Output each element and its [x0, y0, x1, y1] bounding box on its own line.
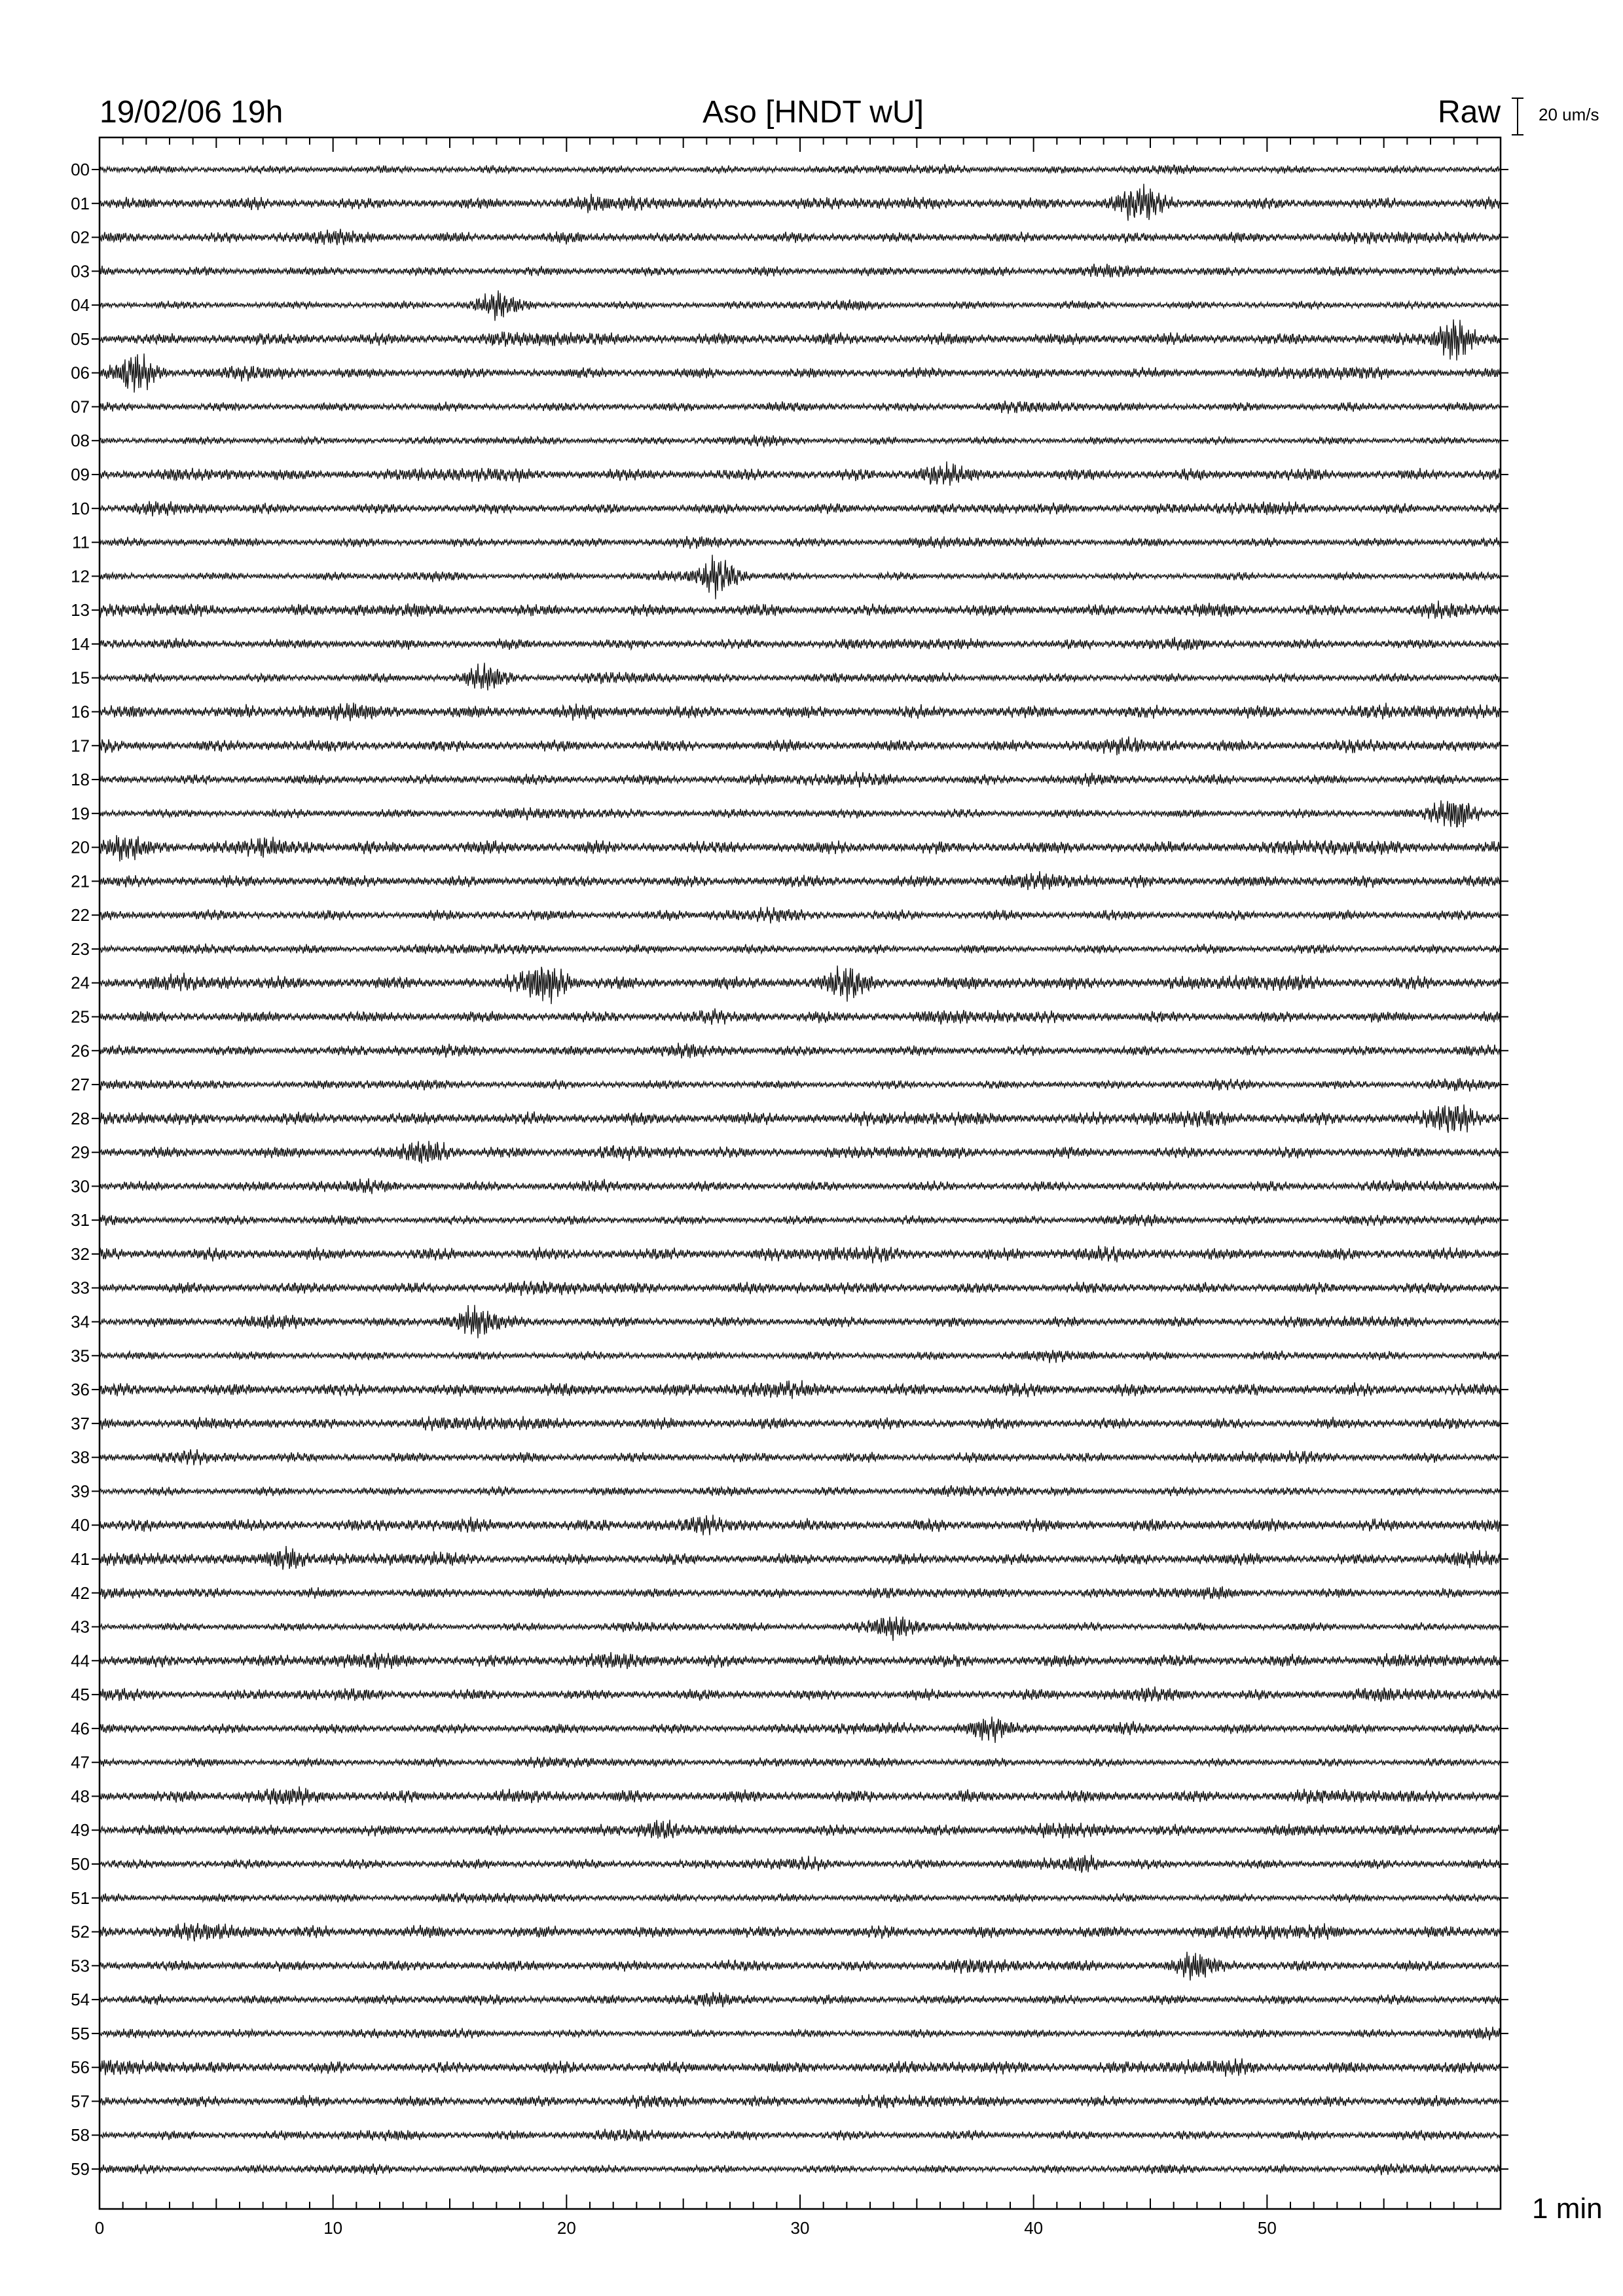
- row-label: 20: [71, 837, 90, 857]
- x-tick-label: 20: [556, 2218, 576, 2238]
- trace-row-38: [100, 1449, 1501, 1465]
- row-label: 30: [71, 1176, 90, 1196]
- trace-row-16: [100, 703, 1501, 721]
- row-label: 25: [71, 1007, 90, 1027]
- row-label: 45: [71, 1685, 90, 1705]
- row-label: 12: [71, 566, 90, 586]
- trace-row-45: [100, 1687, 1501, 1702]
- row-label: 03: [71, 261, 90, 281]
- row-label: 56: [71, 2057, 90, 2077]
- mode-label: Raw: [1437, 95, 1501, 130]
- x-tick-label: 10: [323, 2218, 343, 2238]
- row-label: 24: [71, 973, 90, 993]
- trace-row-54: [100, 1992, 1501, 2007]
- trace-row-42: [100, 1587, 1501, 1600]
- trace-row-04: [100, 291, 1501, 321]
- row-label: 33: [71, 1278, 90, 1298]
- trace-row-03: [100, 264, 1501, 278]
- trace-row-56: [100, 2058, 1501, 2077]
- row-label: 34: [71, 1312, 90, 1332]
- trace-row-51: [100, 1893, 1501, 1903]
- amplitude-scale-label: 20 um/s: [1539, 105, 1599, 124]
- row-label: 54: [71, 1990, 90, 2010]
- x-tick-label: 40: [1024, 2218, 1044, 2238]
- trace-row-25: [100, 1009, 1501, 1025]
- trace-row-26: [100, 1043, 1501, 1058]
- trace-row-31: [100, 1214, 1501, 1227]
- row-label: 59: [71, 2159, 90, 2179]
- row-label: 31: [71, 1210, 90, 1230]
- trace-row-48: [100, 1786, 1501, 1805]
- trace-row-53: [100, 1952, 1501, 1981]
- row-label: 08: [71, 431, 90, 451]
- trace-row-21: [100, 871, 1501, 890]
- row-label: 09: [71, 465, 90, 485]
- row-label: 32: [71, 1244, 90, 1264]
- trace-row-39: [100, 1485, 1501, 1497]
- trace-row-30: [100, 1178, 1501, 1194]
- trace-row-36: [100, 1380, 1501, 1399]
- row-label: 00: [71, 160, 90, 179]
- row-label: 22: [71, 905, 90, 925]
- row-label: 14: [71, 634, 90, 654]
- trace-row-37: [100, 1416, 1501, 1431]
- row-label: 35: [71, 1346, 90, 1366]
- x-tick-label: 0: [94, 2218, 105, 2238]
- row-label: 07: [71, 397, 90, 417]
- row-label: 57: [71, 2091, 90, 2111]
- row-label: 19: [71, 803, 90, 823]
- trace-row-32: [100, 1246, 1501, 1263]
- row-label: 02: [71, 227, 90, 247]
- trace-row-12: [100, 555, 1501, 600]
- trace-row-02: [100, 229, 1501, 245]
- row-label: 01: [71, 193, 90, 213]
- row-label: 29: [71, 1142, 90, 1162]
- trace-row-05: [100, 319, 1501, 361]
- trace-row-14: [100, 637, 1501, 651]
- row-label: 27: [71, 1075, 90, 1095]
- row-label: 36: [71, 1380, 90, 1400]
- trace-row-47: [100, 1757, 1501, 1768]
- row-label: 16: [71, 702, 90, 722]
- row-label: 53: [71, 1956, 90, 1976]
- row-label: 47: [71, 1752, 90, 1772]
- trace-row-01: [100, 184, 1501, 221]
- x-axis-unit-label: 1 min: [1532, 2193, 1603, 2225]
- x-tick-label: 30: [790, 2218, 810, 2238]
- row-label: 55: [71, 2023, 90, 2043]
- row-label: 13: [71, 600, 90, 620]
- trace-row-58: [100, 2128, 1501, 2141]
- trace-row-00: [100, 164, 1501, 175]
- trace-row-13: [100, 600, 1501, 619]
- trace-row-23: [100, 944, 1501, 954]
- trace-row-27: [100, 1078, 1501, 1092]
- row-label: 51: [71, 1888, 90, 1908]
- trace-row-09: [100, 461, 1501, 486]
- row-label: 52: [71, 1922, 90, 1942]
- row-label: 43: [71, 1617, 90, 1637]
- row-label: 15: [71, 668, 90, 688]
- row-label: 10: [71, 498, 90, 518]
- trace-row-34: [100, 1305, 1501, 1338]
- trace-row-52: [100, 1923, 1501, 1942]
- row-label: 42: [71, 1583, 90, 1603]
- row-label: 48: [71, 1786, 90, 1806]
- trace-row-46: [100, 1717, 1501, 1743]
- trace-row-33: [100, 1281, 1501, 1296]
- trace-row-11: [100, 536, 1501, 549]
- trace-row-59: [100, 2164, 1501, 2176]
- row-label: 49: [71, 1820, 90, 1840]
- row-label: 05: [71, 329, 90, 349]
- trace-row-17: [100, 736, 1501, 755]
- trace-row-28: [100, 1105, 1501, 1133]
- trace-row-57: [100, 2094, 1501, 2109]
- trace-row-40: [100, 1515, 1501, 1535]
- trace-row-43: [100, 1617, 1501, 1641]
- trace-row-10: [100, 501, 1501, 516]
- row-label: 26: [71, 1041, 90, 1061]
- date-hour-label: 19/02/06 19h: [100, 95, 283, 130]
- row-label: 04: [71, 295, 90, 315]
- row-label: 38: [71, 1447, 90, 1467]
- row-label: 50: [71, 1854, 90, 1874]
- row-label: 41: [71, 1549, 90, 1569]
- trace-row-24: [100, 965, 1501, 1004]
- row-label: 58: [71, 2125, 90, 2145]
- row-label: 17: [71, 736, 90, 756]
- trace-row-08: [100, 435, 1501, 446]
- trace-row-06: [100, 353, 1501, 393]
- trace-row-22: [100, 906, 1501, 924]
- row-label: 06: [71, 363, 90, 383]
- trace-row-44: [100, 1652, 1501, 1670]
- row-label: 39: [71, 1481, 90, 1501]
- row-label: 11: [72, 532, 90, 552]
- trace-row-18: [100, 772, 1501, 788]
- trace-row-15: [100, 663, 1501, 691]
- row-label: 40: [71, 1515, 90, 1535]
- row-label: 44: [71, 1651, 90, 1671]
- row-label: 18: [71, 770, 90, 790]
- trace-row-50: [100, 1855, 1501, 1873]
- trace-row-41: [100, 1546, 1501, 1570]
- trace-row-49: [100, 1820, 1501, 1839]
- row-label: 23: [71, 939, 90, 959]
- row-label: 46: [71, 1718, 90, 1738]
- trace-row-19: [100, 800, 1501, 827]
- trace-group: [100, 164, 1501, 2176]
- trace-row-55: [100, 2027, 1501, 2041]
- x-tick-label: 50: [1257, 2218, 1277, 2238]
- trace-row-07: [100, 401, 1501, 414]
- row-label: 37: [71, 1413, 90, 1433]
- trace-row-35: [100, 1350, 1501, 1363]
- trace-row-20: [100, 835, 1501, 861]
- row-label: 21: [71, 871, 90, 891]
- axes-group: [71, 98, 1523, 2238]
- trace-row-29: [100, 1141, 1501, 1163]
- row-label: 28: [71, 1108, 90, 1128]
- station-title: Aso [HNDT wU]: [702, 95, 924, 130]
